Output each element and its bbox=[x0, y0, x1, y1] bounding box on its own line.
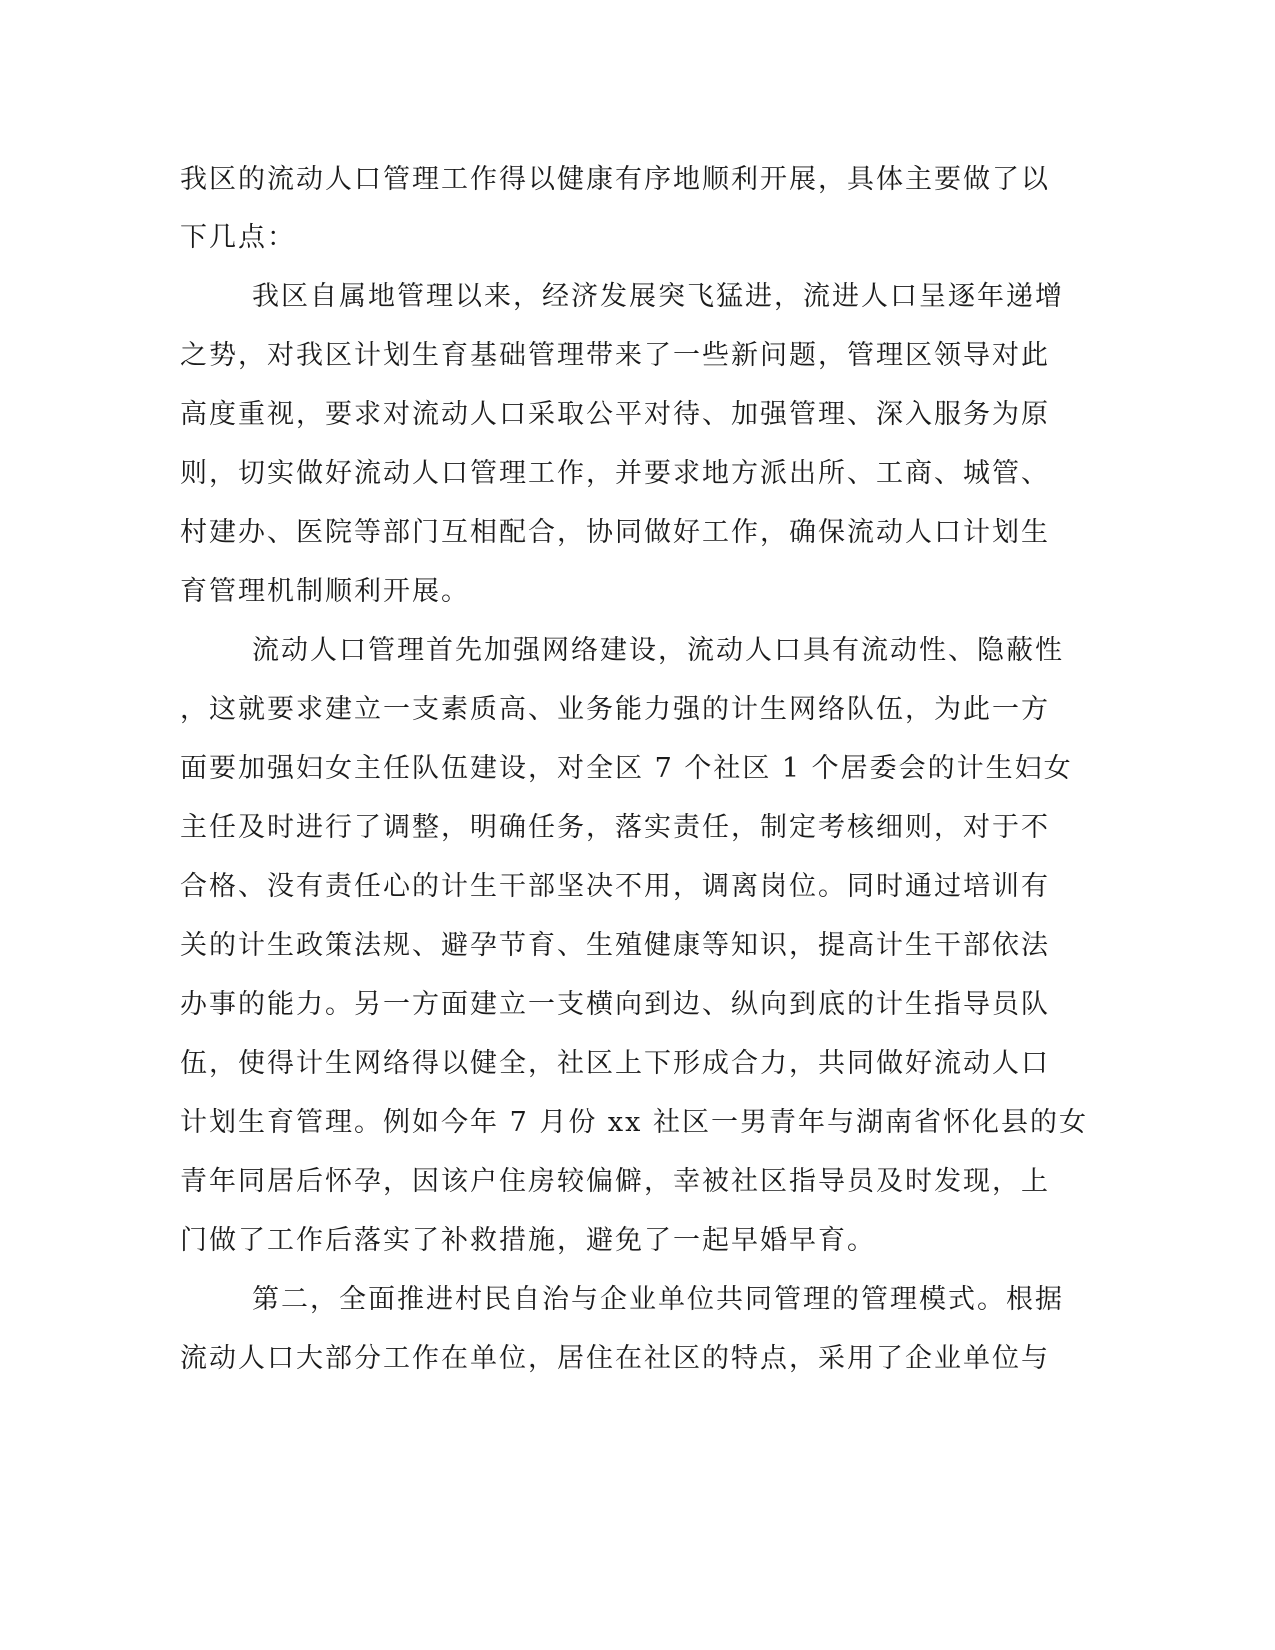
text-line-1: 我区的流动人口管理工作得以健康有序地顺利开展，具体主要做了以 bbox=[180, 164, 1050, 195]
text-line-5: 高度重视，要求对流动人口采取公平对待、加强管理、深入服务为原 bbox=[180, 399, 1050, 430]
text-line-20: 第二，全面推进村民自治与企业单位共同管理的管理模式。根据 bbox=[252, 1284, 1064, 1315]
text-line-2: 下几点： bbox=[180, 222, 296, 253]
text-line-16: 伍，使得计生网络得以健全，社区上下形成合力，共同做好流动人口 bbox=[180, 1048, 1050, 1079]
text-line-11: 面要加强妇女主任队伍建设，对全区 7 个社区 1 个居委会的计生妇女 bbox=[180, 753, 1073, 784]
text-line-6: 则，切实做好流动人口管理工作，并要求地方派出所、工商、城管、 bbox=[180, 458, 1050, 489]
text-line-19: 门做了工作后落实了补救措施，避免了一起早婚早育。 bbox=[180, 1225, 876, 1256]
text-line-12: 主任及时进行了调整，明确任务，落实责任，制定考核细则，对于不 bbox=[180, 812, 1050, 843]
text-line-18: 青年同居后怀孕，因该户住房较偏僻，幸被社区指导员及时发现，上 bbox=[180, 1166, 1050, 1197]
text-line-13: 合格、没有责任心的计生干部坚决不用，调离岗位。同时通过培训有 bbox=[180, 871, 1050, 902]
text-line-14: 关的计生政策法规、避孕节育、生殖健康等知识，提高计生干部依法 bbox=[180, 930, 1050, 961]
text-line-8: 育管理机制顺利开展。 bbox=[180, 576, 470, 607]
text-line-9: 流动人口管理首先加强网络建设，流动人口具有流动性、隐蔽性 bbox=[252, 635, 1064, 666]
text-line-10: ，这就要求建立一支素质高、业务能力强的计生网络队伍，为此一方 bbox=[180, 694, 1050, 725]
text-line-17: 计划生育管理。例如今年 7 月份 xx 社区一男青年与湖南省怀化县的女 bbox=[180, 1107, 1088, 1138]
text-line-15: 办事的能力。另一方面建立一支横向到边、纵向到底的计生指导员队 bbox=[180, 989, 1050, 1020]
text-line-4: 之势，对我区计划生育基础管理带来了一些新问题，管理区领导对此 bbox=[180, 340, 1050, 371]
text-line-21: 流动人口大部分工作在单位，居住在社区的特点，采用了企业单位与 bbox=[180, 1343, 1050, 1374]
text-line-3: 我区自属地管理以来，经济发展突飞猛进，流进人口呈逐年递增 bbox=[252, 281, 1064, 312]
text-line-7: 村建办、医院等部门互相配合，协同做好工作，确保流动人口计划生 bbox=[180, 517, 1050, 548]
